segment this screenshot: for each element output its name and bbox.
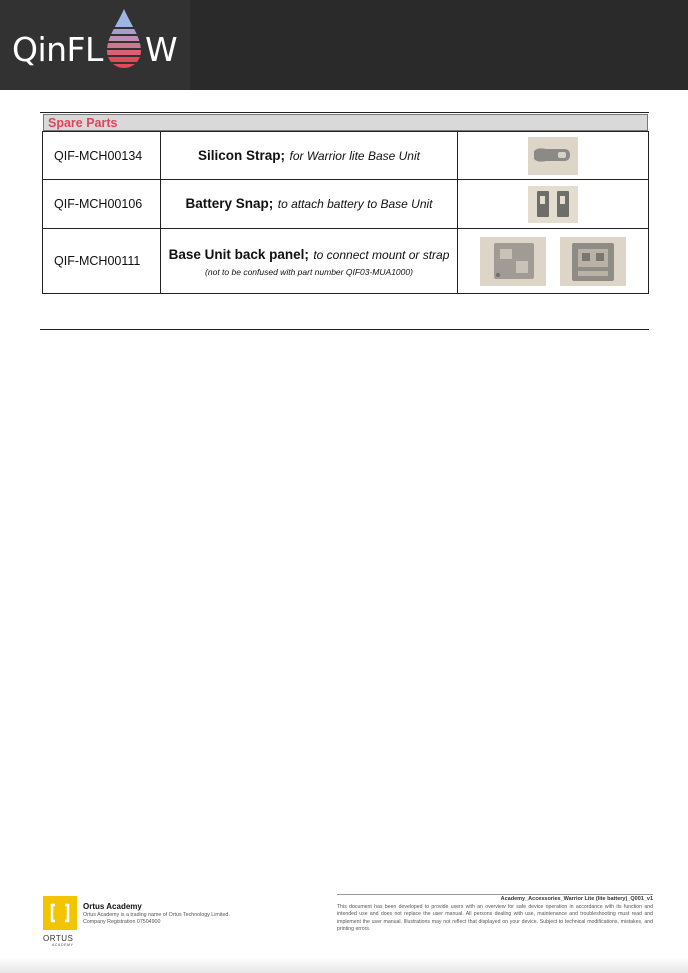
part-description [161,132,458,180]
company-name: Ortus Academy [83,902,142,911]
part-name: Battery Snap; [185,196,274,211]
table-row [43,229,649,294]
part-photos [458,132,649,180]
part-description [161,180,458,229]
page-header [0,0,688,90]
part-name: Base Unit back panel; [168,246,309,262]
silicon-strap-photo [528,137,578,175]
ortus-logo [43,896,77,930]
company-line-2: Company Registration 07504900 [83,919,161,925]
ortus-logo-subtext: ACADEMY [52,943,74,947]
back-panel-rear-photo [560,237,626,286]
page-edge-shadow [0,958,688,973]
table-row [43,132,649,180]
part-code: QIF-MCH00134 [43,132,161,180]
spare-parts-header [43,114,648,131]
brand-suffix: W [144,30,178,69]
spare-parts-table [42,131,649,294]
part-name: Silicon Strap; [198,147,286,163]
brand-logo [0,0,190,90]
brand-prefix: QinFL [12,30,103,69]
battery-snap-photo [528,186,578,223]
company-line-1: Ortus Academy is a trading name of Ortus Technology Limited. [83,912,230,918]
section-bottom-rule [40,329,649,330]
section-top-rule [40,112,649,113]
part-note: to attach battery to Base Unit [277,197,433,211]
part-description [161,229,458,294]
part-photos [458,229,649,294]
part-code: QIF-MCH00106 [43,180,161,229]
water-drop-icon [103,30,145,70]
brand-wordmark [12,30,177,70]
part-note: to connect mount or strap [313,247,450,262]
disclaimer: This document has been developed to provide users with an overview for safe device operation in accordance with its function and intended use and does not replace the user manual. All persons dealing with use, maintenance and troubleshooting must read and implement the user manual. Illustrations may not reflect that displayed on your device. Subject to technical modifications, mistakes, and printing errors. [337,904,653,933]
table-row [43,180,649,229]
part-photos [458,180,649,229]
document-id: Academy_Accessories_Warrior Lite (lite battery)_Q001_v1 [500,896,653,902]
back-panel-front-photo [480,237,546,286]
part-code: QIF-MCH00111 [43,229,161,294]
part-subnote: (not to be confused with part number QIF03-MUA1000) [205,266,413,277]
section-title: Spare Parts [48,116,118,130]
part-note: for Warrior lite Base Unit [289,148,420,163]
ortus-logo-text: ORTUS [43,934,74,943]
footer-rule [337,894,653,895]
bracket-icon [43,896,77,930]
